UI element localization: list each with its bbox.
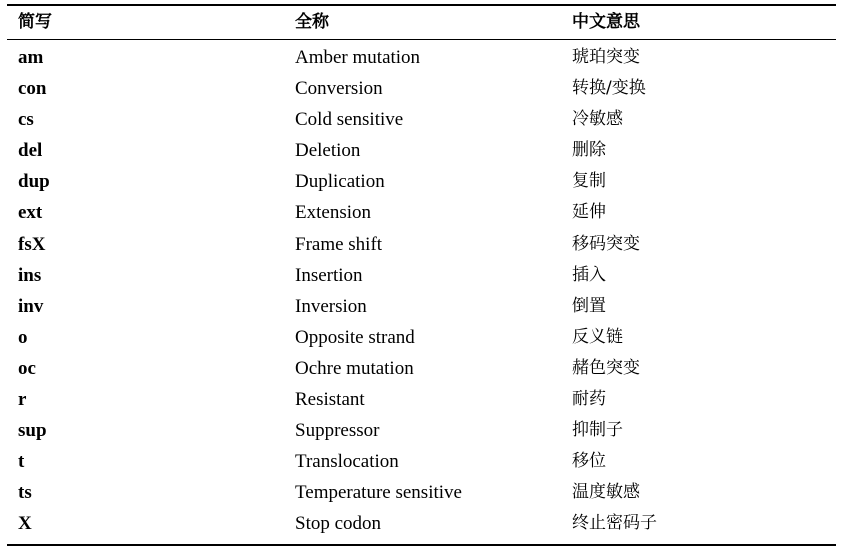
table-row [7,229,836,260]
row-full-name: Amber mutation [295,47,421,68]
table-header-row [7,6,836,39]
table-row [7,291,836,322]
header-abbreviation: 简写 [18,12,52,32]
row-abbreviation: cs [18,109,34,131]
row-abbreviation: r [18,389,27,411]
row-full-name: Ochre mutation [295,357,414,379]
row-chinese-meaning: 倒置 [572,295,606,316]
row-abbreviation: con [18,78,47,100]
table-row [7,322,836,353]
row-abbreviation: ins [18,264,42,286]
header-chinese-meaning: 中文意思 [572,12,640,32]
row-chinese-meaning: 延伸 [572,202,606,223]
row-full-name: Duplication [295,171,385,193]
header-full-name: 全称 [295,12,329,32]
row-full-name: Translocation [295,451,399,473]
table-row [7,384,836,415]
table-row [7,477,836,508]
row-full-name: Cold sensitive [295,109,404,131]
row-abbreviation: del [18,140,43,162]
row-chinese-meaning: 温度敏感 [572,482,640,503]
row-abbreviation: dup [18,171,50,193]
row-full-name: Stop codon [295,513,382,535]
row-abbreviation: o [18,326,28,348]
row-chinese-meaning: 终止密码子 [572,513,657,534]
table-row [7,508,836,539]
row-abbreviation: ts [18,482,32,504]
table-row [7,415,836,446]
row-abbreviation: inv [18,295,44,317]
abbreviation-table [7,4,836,546]
row-chinese-meaning: 复制 [572,171,606,192]
row-full-name: Suppressor [295,420,380,442]
table-body [7,40,836,540]
row-chinese-meaning: 转换/变换 [572,78,646,99]
row-chinese-meaning: 移位 [572,451,606,472]
table-row [7,353,836,384]
row-full-name: Temperature sensitive [295,482,462,504]
row-abbreviation: X [18,513,32,535]
table-row [7,446,836,477]
table-bottom-rule [7,544,836,546]
row-chinese-meaning: 移码突变 [572,233,640,254]
row-full-name: Extension [295,202,371,224]
row-full-name: Conversion [295,78,383,100]
row-abbreviation: am [18,47,44,68]
table-row [7,73,836,104]
row-abbreviation: fsX [18,233,46,255]
row-full-name: Resistant [295,389,365,411]
row-abbreviation: ext [18,202,43,224]
row-full-name: Deletion [295,140,361,162]
row-full-name: Insertion [295,264,363,286]
row-full-name: Inversion [295,295,367,317]
table-row [7,197,836,228]
table-row [7,42,836,73]
row-chinese-meaning: 琥珀突变 [572,47,640,67]
row-abbreviation: sup [18,420,47,442]
row-chinese-meaning: 抑制子 [572,420,623,441]
row-chinese-meaning: 赭色突变 [572,357,640,378]
row-chinese-meaning: 冷敏感 [572,109,623,130]
table-row [7,135,836,166]
table-row [7,104,836,135]
row-abbreviation: t [18,451,25,473]
table-row [7,260,836,291]
row-full-name: Opposite strand [295,326,415,348]
row-chinese-meaning: 删除 [572,140,606,161]
row-full-name: Frame shift [295,233,383,255]
row-abbreviation: oc [18,357,36,379]
table-row [7,166,836,197]
row-chinese-meaning: 反义链 [572,326,623,347]
row-chinese-meaning: 耐药 [572,389,606,410]
row-chinese-meaning: 插入 [572,264,606,285]
